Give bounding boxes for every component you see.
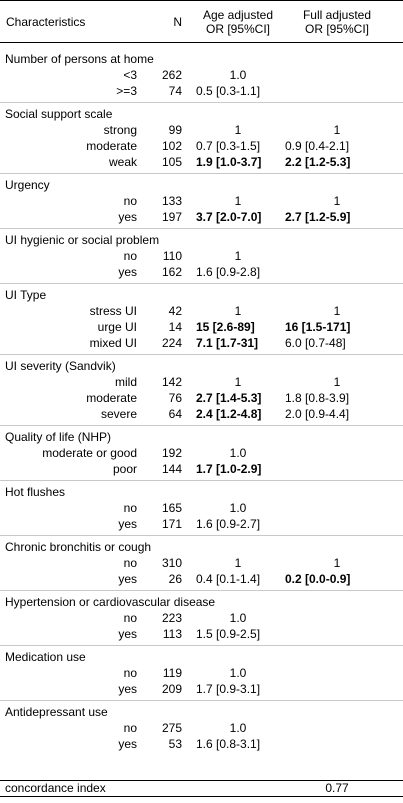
row-age-adjusted-or: 3.7 [2.0-7.0] — [196, 210, 262, 224]
header-age-line2: OR [95%CI] — [205, 22, 271, 36]
row-full-adjusted-or: 16 [1.5-171] — [285, 320, 351, 334]
row-n: 42 — [168, 304, 182, 318]
header-top-rule — [0, 0, 403, 1]
row-label: severe — [100, 407, 137, 421]
row-n: 192 — [161, 446, 182, 460]
row-n: 102 — [161, 139, 182, 153]
section-divider — [0, 590, 403, 591]
row-age-adjusted-or: 0.7 [0.3-1.5] — [196, 139, 261, 153]
row-n: 105 — [161, 155, 182, 169]
row-n: 142 — [161, 375, 182, 389]
row-n: 262 — [161, 68, 182, 82]
row-age-adjusted-or: 15 [2.6-89] — [196, 320, 255, 334]
row-n: 165 — [161, 501, 182, 515]
table-row — [0, 122, 403, 138]
row-label: no — [123, 249, 137, 263]
row-label: yes — [118, 682, 137, 696]
section-title: UI severity (Sandvik) — [5, 359, 116, 373]
row-n: 76 — [168, 391, 182, 405]
section-divider — [0, 700, 403, 701]
row-full-adjusted-or: 1 — [333, 375, 341, 389]
concordance-label: concordance index — [5, 781, 106, 795]
row-n: 64 — [168, 407, 182, 421]
row-label: >=3 — [116, 84, 137, 98]
table-body — [0, 43, 403, 752]
row-age-adjusted-or: 1.0 — [229, 68, 247, 82]
table-section — [0, 594, 403, 642]
row-n: 26 — [168, 572, 182, 586]
section-divider — [0, 283, 403, 284]
row-label: mixed UI — [89, 336, 137, 350]
row-label: poor — [112, 462, 137, 476]
section-title: Chronic bronchitis or cough — [5, 540, 152, 554]
row-label: stress UI — [89, 304, 137, 318]
header-characteristics: Characteristics — [6, 15, 86, 29]
row-full-adjusted-or: 6.0 [0.7-48] — [285, 336, 346, 350]
row-label: no — [123, 721, 137, 735]
row-full-adjusted-or: 1 — [333, 123, 341, 137]
table-section — [0, 106, 403, 170]
row-n: 74 — [168, 84, 182, 98]
row-full-adjusted-or: 1.8 [0.8-3.9] — [285, 391, 350, 405]
row-age-adjusted-or: 1.0 — [229, 446, 247, 460]
row-age-adjusted-or: 1.7 [0.9-3.1] — [196, 682, 261, 696]
section-title: UI Type — [5, 288, 47, 302]
row-age-adjusted-or: 1 — [234, 194, 242, 208]
section-divider — [0, 102, 403, 103]
table-section — [0, 649, 403, 697]
table-row — [0, 445, 403, 461]
section-title: Antidepressant use — [5, 705, 108, 719]
row-age-adjusted-or: 7.1 [1.7-31] — [196, 336, 259, 350]
row-full-adjusted-or: 2.2 [1.2-5.3] — [285, 155, 351, 169]
row-label: no — [123, 556, 137, 570]
row-n: 224 — [161, 336, 182, 350]
table-row — [0, 319, 403, 335]
table-footer — [0, 780, 403, 797]
table-section — [0, 429, 403, 477]
table-row — [0, 264, 403, 280]
table-row — [0, 555, 403, 571]
row-n: 53 — [168, 737, 182, 751]
row-age-adjusted-or: 2.7 [1.4-5.3] — [196, 391, 262, 405]
footer-bottom-rule — [0, 796, 403, 797]
section-divider — [0, 228, 403, 229]
row-n: 162 — [161, 265, 182, 279]
header-age-line1: Age adjusted — [202, 8, 274, 22]
row-label: no — [123, 611, 137, 625]
table-section — [0, 177, 403, 225]
section-divider — [0, 535, 403, 536]
row-label: <3 — [123, 68, 137, 82]
section-title: Hot flushes — [5, 485, 66, 499]
row-age-adjusted-or: 1.6 [0.9-2.8] — [196, 265, 261, 279]
row-n: 14 — [168, 320, 182, 334]
row-n: 209 — [161, 682, 182, 696]
row-label: moderate — [86, 391, 137, 405]
row-age-adjusted-or: 1.0 — [229, 611, 247, 625]
table-section — [0, 484, 403, 532]
row-full-adjusted-or: 2.7 [1.2-5.9] — [285, 210, 351, 224]
row-label: yes — [118, 737, 137, 751]
row-age-adjusted-or: 1.9 [1.0-3.7] — [196, 155, 262, 169]
row-full-adjusted-or: 1 — [333, 556, 341, 570]
row-age-adjusted-or: 1 — [234, 123, 242, 137]
row-age-adjusted-or: 0.5 [0.3-1.1] — [196, 84, 261, 98]
section-title: Hypertension or cardiovascular disease — [5, 595, 216, 609]
table-row — [0, 626, 403, 642]
table-row — [0, 406, 403, 422]
table-row — [0, 571, 403, 587]
section-divider — [0, 645, 403, 646]
row-label: yes — [118, 265, 137, 279]
table-header — [0, 0, 403, 43]
table-row — [0, 665, 403, 681]
table-row — [0, 720, 403, 736]
section-divider — [0, 354, 403, 355]
table-section — [0, 704, 403, 752]
table-row — [0, 681, 403, 697]
row-full-adjusted-or: 0.9 [0.4-2.1] — [285, 139, 350, 153]
header-full-line2: OR [95%CI] — [304, 22, 370, 36]
row-label: no — [123, 194, 137, 208]
row-n: 171 — [161, 517, 182, 531]
row-age-adjusted-or: 1.0 — [229, 666, 247, 680]
table-section — [0, 287, 403, 351]
section-title: Medication use — [5, 650, 86, 664]
row-label: moderate — [86, 139, 137, 153]
row-age-adjusted-or: 1.0 — [229, 501, 247, 515]
table-row — [0, 83, 403, 99]
section-title: Quality of life (NHP) — [5, 430, 112, 444]
row-age-adjusted-or: 1 — [234, 304, 242, 318]
row-label: yes — [118, 210, 137, 224]
row-label: moderate or good — [42, 446, 137, 460]
header-n: N — [173, 15, 182, 29]
table-row — [0, 374, 403, 390]
table-row — [0, 736, 403, 752]
row-label: weak — [108, 155, 137, 169]
table-row — [0, 209, 403, 225]
table-row — [0, 610, 403, 626]
concordance-value: 0.77 — [325, 781, 349, 795]
row-age-adjusted-or: 1.6 [0.9-2.7] — [196, 517, 261, 531]
row-label: urge UI — [97, 320, 137, 334]
row-age-adjusted-or: 1 — [234, 556, 242, 570]
row-label: no — [123, 666, 137, 680]
row-label: strong — [103, 123, 137, 137]
table-row — [0, 303, 403, 319]
row-full-adjusted-or: 1 — [333, 194, 341, 208]
row-age-adjusted-or: 0.4 [0.1-1.4] — [196, 572, 261, 586]
row-n: 197 — [161, 210, 182, 224]
row-n: 119 — [162, 666, 182, 680]
section-title: Number of persons at home — [5, 52, 154, 66]
table-row — [0, 390, 403, 406]
section-title: Social support scale — [5, 107, 113, 121]
row-n: 113 — [162, 627, 182, 641]
table-row — [0, 193, 403, 209]
row-full-adjusted-or: 0.2 [0.0-0.9] — [285, 572, 351, 586]
table-row — [0, 138, 403, 154]
row-label: mild — [114, 375, 137, 389]
row-label: yes — [118, 572, 137, 586]
row-age-adjusted-or: 1.7 [1.0-2.9] — [196, 462, 262, 476]
header-age-adjusted — [188, 8, 288, 36]
row-label: no — [123, 501, 137, 515]
row-age-adjusted-or: 1 — [234, 249, 242, 263]
row-n: 110 — [162, 249, 182, 263]
header-bottom-rule — [0, 42, 403, 43]
row-n: 310 — [161, 556, 182, 570]
row-label: yes — [118, 627, 137, 641]
row-age-adjusted-or: 1 — [234, 375, 242, 389]
table-row — [0, 248, 403, 264]
row-n: 223 — [161, 611, 182, 625]
section-title: UI hygienic or social problem — [5, 233, 160, 247]
row-full-adjusted-or: 1 — [333, 304, 341, 318]
table-section — [0, 358, 403, 422]
section-divider — [0, 173, 403, 174]
row-label: yes — [118, 517, 137, 531]
row-age-adjusted-or: 1.5 [0.9-2.5] — [196, 627, 261, 641]
table-row — [0, 335, 403, 351]
row-age-adjusted-or: 2.4 [1.2-4.8] — [196, 407, 262, 421]
table-row — [0, 500, 403, 516]
table-row — [0, 461, 403, 477]
section-divider — [0, 480, 403, 481]
table-section — [0, 539, 403, 587]
table-row — [0, 154, 403, 170]
row-age-adjusted-or: 1.6 [0.8-3.1] — [196, 737, 261, 751]
row-n: 99 — [168, 123, 182, 137]
row-age-adjusted-or: 1.0 — [229, 721, 247, 735]
table-section — [0, 232, 403, 280]
section-title: Urgency — [5, 178, 50, 192]
row-n: 275 — [161, 721, 182, 735]
row-n: 133 — [161, 194, 182, 208]
row-n: 144 — [161, 462, 182, 476]
table-row — [0, 516, 403, 532]
header-full-adjusted — [285, 8, 389, 36]
section-divider — [0, 425, 403, 426]
table-section — [0, 51, 403, 99]
header-full-line1: Full adjusted — [302, 8, 372, 22]
row-full-adjusted-or: 2.0 [0.9-4.4] — [285, 407, 350, 421]
table-row — [0, 67, 403, 83]
